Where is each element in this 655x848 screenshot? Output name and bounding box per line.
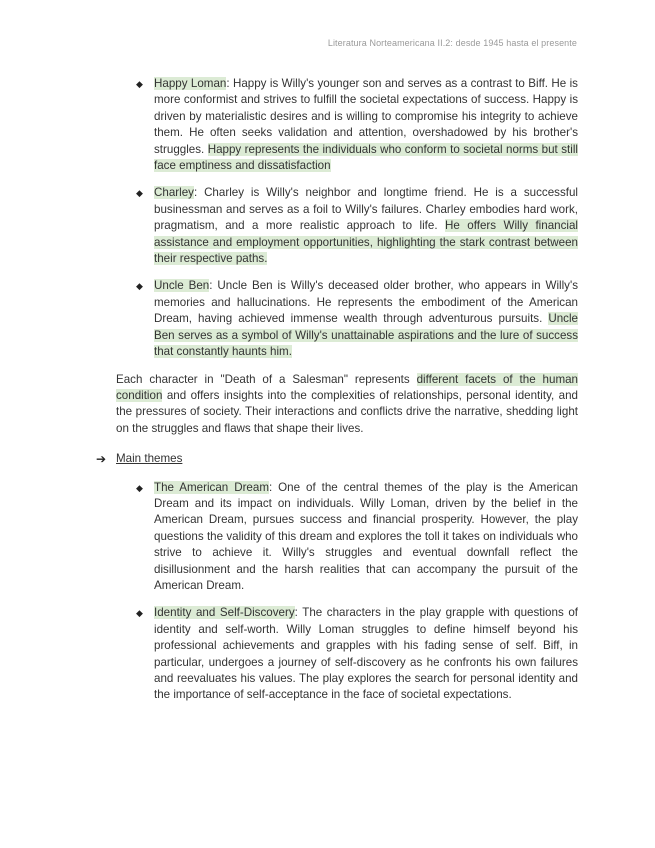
highlighted-text: Uncle Ben serves as a symbol of Willy's unattainable aspirations and the lure of success that constantly haunts him. bbox=[154, 312, 578, 359]
summary-text-before: Each character in "Death of a Salesman" represents bbox=[116, 372, 417, 386]
list-item bbox=[136, 480, 578, 595]
character-list bbox=[136, 76, 578, 361]
theme-name: The American Dream bbox=[154, 480, 269, 494]
theme-description: One of the central themes of the play is the American Dream and its impact on individuals. Willy Loman, driven by the belief in the American Dream, pursues success and financial prosperity. However, the play questions the validity of this dream and explores the toll it takes on individuals who strive to achieve it. Willy's struggles and eventual downfall reflect the disillusionment and the harsh realities that can accompany the pursuit of the American Dream. bbox=[154, 480, 578, 592]
separator: : bbox=[226, 77, 233, 90]
character-description: Uncle Ben is Willy's deceased older brother, who appears in Willy's memories and hallucinations. He represents the embodiment of the American Dream, having achieved immense wealth through adventurous pursuits. bbox=[154, 279, 578, 326]
character-description: Happy is Willy's younger son and serves as a contrast to Biff. He is more conformist and strives to fulfill the societal expectations of success. Happy is driven by materialistic desires and is willing to compromise his integrity to achieve them. He often seeks validation and attention, overshadowed by his brother's struggles. bbox=[154, 77, 578, 156]
separator: : bbox=[209, 279, 218, 293]
summary-text-after: and offers insights into the complexities of relationships, personal identity, and the pressures of society. Their interactions and conflicts drive the narrative, shedding light on the struggles and flaws that shape their lives. bbox=[116, 388, 578, 435]
list-item bbox=[136, 76, 578, 174]
page-header: Literatura Norteamericana II.2: desde 1945 hasta el presente bbox=[327, 38, 577, 48]
list-item bbox=[136, 605, 579, 703]
document-body bbox=[0, 76, 655, 715]
highlighted-text: Happy represents the individuals who conform to societal norms but still face emptiness and dissatisfaction bbox=[154, 142, 578, 173]
list-item bbox=[136, 185, 578, 267]
section-heading-label: Main themes bbox=[116, 452, 183, 466]
separator: : bbox=[294, 606, 303, 620]
theme-description: The characters in the play grapple with questions of identity and self-worth. Willy Loman struggles to define himself beyond his professional achievements and grapples with his fading sense of self. Biff, in particular, undergoes a journey of self-discovery as he confronts his own failures and reevaluates his values. The play explores the search for personal identity and the importance of self-acceptance in the face of societal expectations. bbox=[154, 606, 579, 702]
character-name: Happy Loman bbox=[154, 77, 227, 90]
separator: : bbox=[193, 186, 205, 200]
diamond-bullet-icon: ◆ bbox=[136, 608, 143, 619]
arrow-right-icon: ➔ bbox=[96, 452, 107, 467]
separator: : bbox=[268, 480, 279, 494]
diamond-bullet-icon: ◆ bbox=[136, 188, 143, 199]
diamond-bullet-icon: ◆ bbox=[136, 281, 143, 292]
list-item bbox=[136, 278, 578, 360]
diamond-bullet-icon: ◆ bbox=[136, 482, 143, 493]
character-name: Charley bbox=[154, 186, 194, 200]
character-description: Charley is Willy's neighbor and longtime friend. He is a successful businessman and serves as a foil to Willy's failures. Charley embodies hard work, pragmatism, and a more realistic approach to life. bbox=[154, 186, 578, 233]
themes-list bbox=[136, 480, 579, 704]
summary-paragraph bbox=[116, 372, 578, 438]
highlighted-text: He offers Willy financial assistance and employment opportunities, highlighting the stark contrast between their respective paths. bbox=[154, 219, 578, 266]
theme-name: Identity and Self-Discovery bbox=[154, 606, 295, 620]
character-name: Uncle Ben bbox=[154, 279, 210, 293]
highlighted-text: different facets of the human condition bbox=[116, 372, 578, 402]
diamond-bullet-icon: ◆ bbox=[136, 79, 143, 89]
section-heading-main-themes bbox=[96, 451, 655, 467]
